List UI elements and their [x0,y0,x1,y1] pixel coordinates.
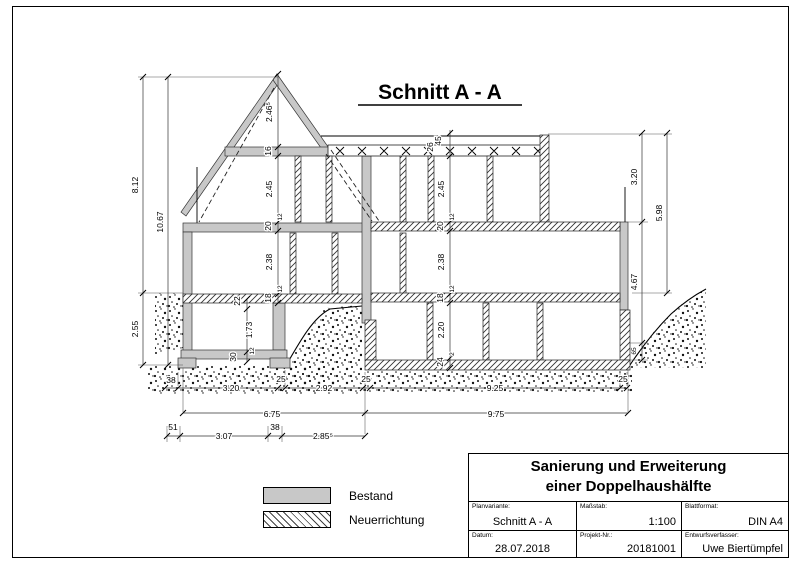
post-upper-3 [400,156,406,222]
right-wall-upper [620,222,628,310]
foundation-left [178,358,196,368]
field-entwurfsverfasser-label: Entwurfsverfasser: [685,531,739,539]
ground-slab-right [371,293,620,302]
dim-label: 2.55 [130,320,140,338]
dim-label: 12 [449,213,456,221]
dim-label: 12 [277,213,284,221]
field-massstab [576,502,681,530]
upper-slab-left [183,223,371,232]
post-lower-3 [537,303,543,360]
foundation-middle [270,358,290,368]
dim-label: 2 [449,352,456,356]
dim-label: 2.38 [436,253,446,271]
title-block-grid [469,502,788,557]
bottom-slab [365,360,630,370]
dim-label: 45 [433,136,443,146]
field-blattformat-label: Blattformat: [685,503,719,510]
dim-label: 24 [435,357,445,367]
dim-label: 3.07 [215,431,233,441]
dim-label: 9.75 [487,409,505,419]
right-wall-lower [620,310,630,360]
legend-swatch-neuerrichtung [263,511,331,528]
field-massstab-value: 1:100 [648,515,676,528]
legend-row-neuerrichtung [263,511,424,528]
field-blattformat-value: DIN A4 [748,515,783,528]
roof-slope-right [273,74,331,155]
post-lower-2 [483,303,489,360]
dim-label: 2.45 [436,180,446,198]
dim-label: 22 [232,296,242,306]
dim-label: 6.75 [263,409,281,419]
field-datum-label: Datum: [472,531,493,539]
dim-label: 4.67 [629,273,639,291]
drawing-title: Schnitt A - A [378,81,502,104]
field-datum-value: 28.07.2018 [494,543,551,555]
dim-label: 2.20 [436,321,446,339]
dim-label: 9.25 [486,383,504,393]
dim-label: 16 [263,146,273,156]
dim-label: 2.85⁵ [312,431,334,441]
dim-label: 1.73 [244,321,254,339]
post-lower-1 [427,303,433,360]
dim-label: 65 [631,347,638,355]
dim-label: 20 [263,221,273,231]
dim-label: 2.38 [264,253,274,271]
right-wall-attic [540,135,549,222]
field-projekt-nr-value: 20181001 [627,543,676,555]
field-planvariante [469,502,576,530]
project-title-line1: Sanierung und Erweiterung [530,458,727,475]
field-massstab-label: Maßstab: [580,503,608,510]
dim-label: 2.45 [264,180,274,198]
post-upper-1 [295,156,301,222]
post-upper-5 [487,156,493,222]
dim-label: 18 [263,293,273,303]
dim-label: 38 [270,422,280,432]
dim-label: 8.12 [130,176,140,194]
legend-label-neuerrichtung: Neuerrichtung [349,512,425,527]
title-block [468,453,789,558]
field-planvariante-value: Schnitt A - A [492,515,553,528]
dim-label: 38 [166,375,176,385]
dim-label: 18 [435,293,445,303]
middle-wall [362,156,371,323]
legend [263,487,424,535]
dim-label: 51 [168,422,178,432]
dim-label: 25 [361,374,371,384]
dim-label: 26 [425,142,435,152]
field-projekt-nr-label: Projekt-Nr.: [580,531,613,539]
dim-label: 2.46⁵ [264,101,274,123]
dim-label: 10.67 [155,211,165,233]
legend-label-bestand: Bestand [349,488,394,503]
post-upper-4 [428,156,434,222]
legend-row-bestand [263,487,424,504]
dim-label: 25 [276,374,286,384]
dim-label: 12 [449,285,456,293]
field-datum [469,530,576,558]
dim-label: 20 [435,221,445,231]
dim-label: 12 [277,285,284,293]
dim-label: 5.98 [654,204,664,222]
field-blattformat [681,502,788,530]
post-ground-3 [400,233,406,294]
post-upper-2 [326,156,332,222]
dim-label: 3.20 [629,168,639,186]
legend-swatch-bestand [263,487,331,504]
upper-slab-right [371,222,620,231]
project-title [469,454,788,502]
post-ground-2 [332,233,338,294]
basement-wall [273,303,285,350]
new-wall-lower-left [365,320,376,360]
dim-label: 2.92 [315,383,333,393]
field-entwurfsverfasser-value: Uwe Biertümpfel [702,543,783,555]
project-title-line2: einer Doppelhaushälfte [545,478,712,495]
dim-label: 30 [228,352,238,362]
field-projekt-nr [576,530,681,558]
field-entwurfsverfasser [681,530,788,558]
dim-label: 25 [618,374,628,384]
field-planvariante-label: Planvariante: [472,503,510,510]
dim-label: 3.20 [222,383,240,393]
dim-label: 12 [249,347,256,355]
post-ground-1 [290,233,296,294]
